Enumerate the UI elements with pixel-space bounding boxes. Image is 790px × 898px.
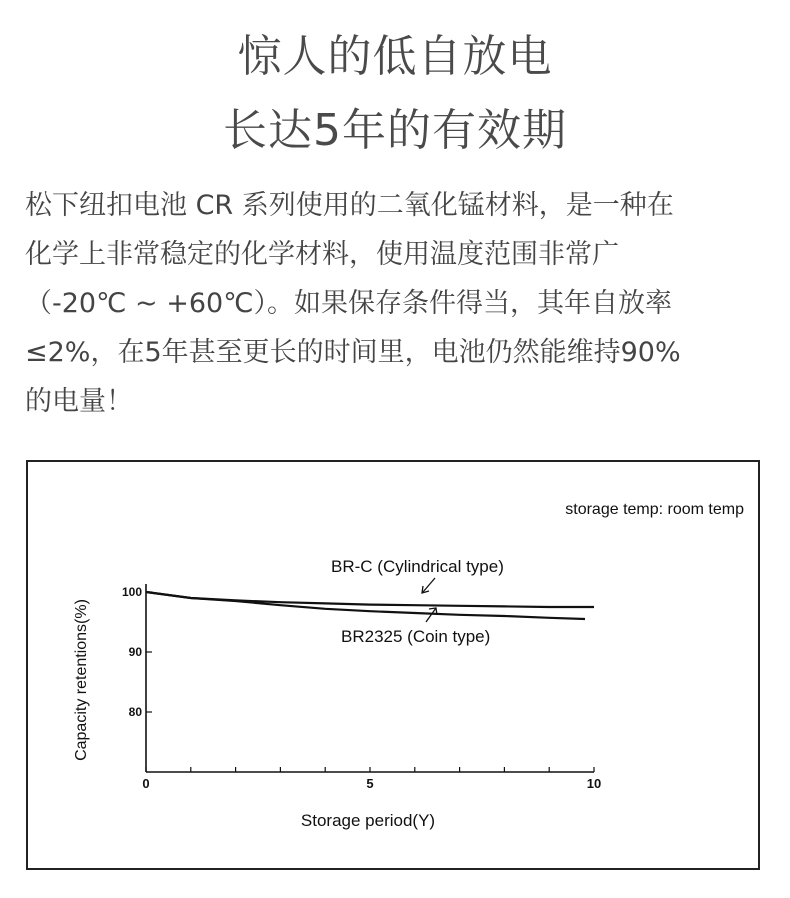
description-line: （-20℃ ~ +60℃）。如果保存条件得当，其年自放率	[25, 288, 673, 319]
y-axis-label: Capacity retentions(%)	[73, 599, 90, 761]
heading-line-2: 长达5年的有效期	[223, 105, 567, 156]
description-line: ≤2%，在5年甚至更长的时间里，电池仍然能维持90%	[25, 337, 681, 368]
y-tick-label: 80	[128, 705, 142, 719]
description-line: 的电量！	[25, 386, 133, 417]
x-tick-label: 10	[586, 776, 602, 791]
y-tick-label: 90	[128, 645, 142, 659]
heading-line-1: 惊人的低自放电	[237, 31, 553, 82]
description-line: 松下纽扣电池 CR 系列使用的二氧化锰材料，是一种在	[25, 190, 674, 221]
x-tick-label: 5	[366, 776, 374, 791]
chart-annotation: storage temp: room temp	[565, 501, 744, 518]
chart-frame	[26, 460, 760, 870]
series-label-br-c: BR-C (Cylindrical type)	[331, 557, 504, 576]
arrow-br2325	[426, 608, 436, 622]
x-axis-label: Storage period(Y)	[300, 811, 436, 830]
x-tick-label: 0	[142, 776, 150, 791]
capacity-chart	[28, 462, 758, 868]
arrow-br-c	[423, 578, 435, 592]
description-line: 化学上非常稳定的化学材料，使用温度范围非常广	[25, 239, 619, 270]
y-tick-label: 100	[121, 585, 142, 599]
series-label-br2325: BR2325 (Coin type)	[341, 627, 491, 646]
